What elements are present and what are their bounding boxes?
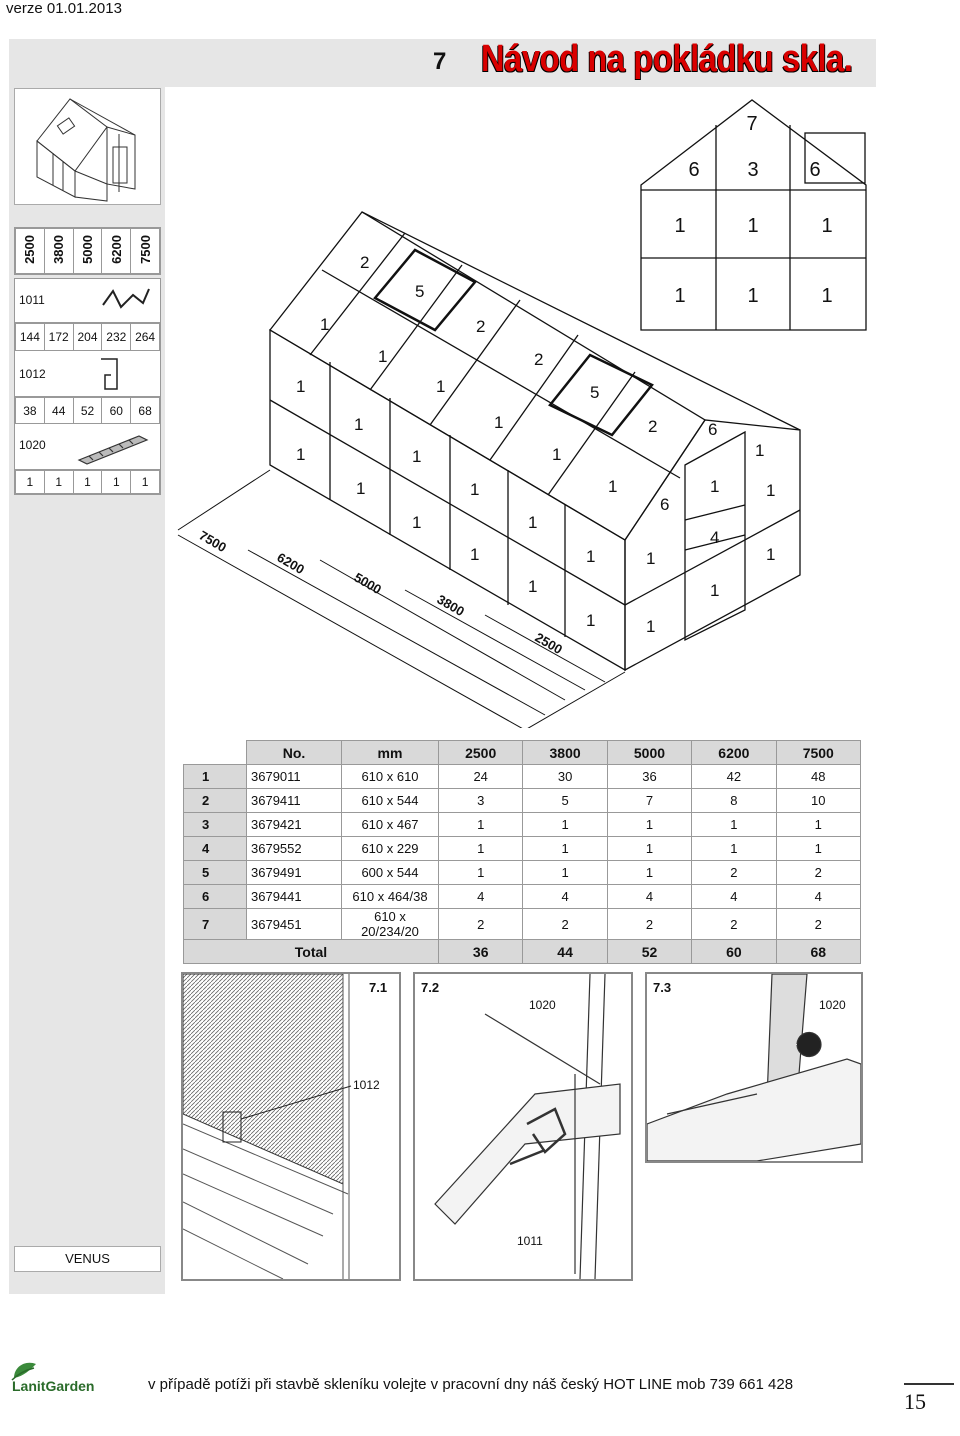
- panel-label: 1: [378, 347, 388, 366]
- glass-parts-table: [183, 740, 861, 964]
- page-number: 15: [904, 1389, 926, 1414]
- panel-size: 610 x 544: [342, 789, 439, 813]
- quantity: 4: [692, 885, 776, 909]
- quantity: 2: [607, 909, 691, 940]
- column-header: 2500: [439, 741, 523, 765]
- article-code: 3679421: [247, 813, 342, 837]
- gable-label: 1: [674, 285, 686, 307]
- total-value: 36: [439, 940, 523, 964]
- panel-label: 1: [412, 513, 422, 532]
- quantity: 48: [776, 765, 860, 789]
- panel-label: 1: [552, 445, 562, 464]
- part-callout: 1011: [517, 1234, 543, 1248]
- greenhouse-thumbnail: [14, 88, 161, 205]
- panel-label: 1: [766, 481, 776, 500]
- part-callout: 1020: [819, 998, 846, 1012]
- column-header: 6200: [692, 741, 776, 765]
- panel-label: 1: [586, 547, 596, 566]
- column-header: 7500: [776, 741, 860, 765]
- part-code: 1020: [19, 438, 46, 452]
- quantity: 1: [607, 837, 691, 861]
- part-1012-counts: [14, 396, 161, 425]
- quantity: 24: [439, 765, 523, 789]
- part-code: 1012: [19, 367, 46, 381]
- detail-7-1-drawing: [183, 974, 399, 1279]
- panel-label: 1: [354, 415, 364, 434]
- detail-7-2: [413, 972, 633, 1281]
- panel-label: 4: [710, 528, 720, 547]
- table-corner: [184, 741, 247, 765]
- article-code: 3679441: [247, 885, 342, 909]
- panel-label: 1: [470, 480, 480, 499]
- quantity: 42: [692, 765, 776, 789]
- gable-label: 7: [746, 113, 758, 135]
- panel-label: 1: [494, 413, 504, 432]
- panel-size: 610 x 464/38: [342, 885, 439, 909]
- count-cell: 172: [44, 324, 73, 351]
- gable-label: 1: [821, 285, 833, 307]
- total-value: 52: [607, 940, 691, 964]
- dimension-label: 5000: [351, 569, 385, 598]
- row-number: 4: [184, 837, 247, 861]
- panel-size: 610 x 467: [342, 813, 439, 837]
- quantity: 4: [523, 885, 607, 909]
- length-label: 6200: [108, 235, 124, 264]
- count-cell: 52: [73, 398, 102, 424]
- length-label: 3800: [51, 235, 67, 264]
- length-label: 2500: [22, 235, 38, 264]
- count-cell: 232: [102, 324, 131, 351]
- count-cell: 44: [44, 398, 73, 424]
- lengths-header: [14, 227, 161, 275]
- panel-label: 6: [708, 420, 718, 439]
- clip-1011-icon: [99, 283, 155, 319]
- panel-label: 1: [586, 611, 596, 630]
- part-code: 1011: [19, 293, 45, 307]
- quantity: 1: [439, 813, 523, 837]
- count-cell: 1: [73, 471, 102, 494]
- panel-label: 1: [356, 479, 366, 498]
- panel-label: 1: [646, 549, 656, 568]
- quantity: 10: [776, 789, 860, 813]
- gable-label: 1: [747, 215, 759, 237]
- quantity: 1: [439, 861, 523, 885]
- quantity: 4: [607, 885, 691, 909]
- quantity: 5: [523, 789, 607, 813]
- count-cell: 60: [102, 398, 131, 424]
- quantity: 4: [776, 885, 860, 909]
- detail-label: 7.2: [421, 980, 440, 995]
- logo-text: LanitGarden: [12, 1378, 95, 1394]
- quantity: 1: [776, 837, 860, 861]
- quantity: 1: [607, 861, 691, 885]
- quantity: 2: [692, 861, 776, 885]
- part-1020-box: [14, 423, 161, 471]
- panel-label: 1: [608, 477, 618, 496]
- total-value: 68: [776, 940, 860, 964]
- table-row: [184, 765, 861, 789]
- quantity: 2: [439, 909, 523, 940]
- panel-label: 6: [660, 495, 670, 514]
- table-header-row: [184, 741, 861, 765]
- gable-label: 6: [809, 159, 821, 181]
- part-1011-counts: [14, 322, 161, 352]
- row-number: 3: [184, 813, 247, 837]
- quantity: 7: [607, 789, 691, 813]
- total-label: Total: [184, 940, 439, 964]
- page-title: Návod na pokládku skla.: [481, 38, 853, 80]
- count-cell: 68: [131, 398, 160, 424]
- detail-7-3: [645, 972, 863, 1163]
- panel-label: 2: [534, 350, 544, 369]
- panel-label: 1: [528, 513, 538, 532]
- count-cell: 1: [131, 471, 160, 494]
- count-cell: 204: [73, 324, 102, 351]
- panel-label: 1: [470, 545, 480, 564]
- quantity: 1: [607, 813, 691, 837]
- part-callout: 1012: [353, 1078, 380, 1092]
- panel-size: 610 x 20/234/20: [342, 909, 439, 940]
- panel-label: 1: [646, 617, 656, 636]
- quantity: 1: [439, 837, 523, 861]
- hotline-note: v případě potíži při stavbě skleníku volejte v pracovní dny náš český HOT LINE mob 739 661 428: [148, 1376, 794, 1393]
- quantity: 1: [692, 837, 776, 861]
- panel-size: 610 x 229: [342, 837, 439, 861]
- part-1012-box: [14, 350, 161, 398]
- panel-label: 2: [648, 417, 658, 436]
- seal-strip-1020-icon: [75, 430, 155, 466]
- panel-label: 1: [710, 477, 720, 496]
- count-cell: 144: [16, 324, 45, 351]
- page-number-rule: [904, 1383, 954, 1385]
- table-row: [184, 813, 861, 837]
- column-header: No.: [247, 741, 342, 765]
- clip-1012-icon: [95, 355, 125, 393]
- count-cell: 1: [102, 471, 131, 494]
- quantity: 2: [523, 909, 607, 940]
- dimension-label: 2500: [532, 629, 566, 658]
- panel-label: 1: [320, 315, 330, 334]
- gable-label: 1: [674, 215, 686, 237]
- gable-label: 6: [688, 159, 700, 181]
- detail-label: 7.1: [369, 980, 388, 995]
- quantity: 2: [776, 861, 860, 885]
- column-header: mm: [342, 741, 439, 765]
- quantity: 1: [523, 837, 607, 861]
- quantity: 1: [776, 813, 860, 837]
- article-code: 3679451: [247, 909, 342, 940]
- length-label: 5000: [79, 235, 95, 264]
- panel-label: 2: [476, 317, 486, 336]
- gable-elevation: [635, 95, 871, 333]
- panel-label: 1: [296, 377, 306, 396]
- quantity: 1: [523, 861, 607, 885]
- article-code: 3679411: [247, 789, 342, 813]
- article-code: 3679552: [247, 837, 342, 861]
- quantity: 30: [523, 765, 607, 789]
- panel-label: 1: [755, 441, 765, 460]
- count-cell: 1: [44, 471, 73, 494]
- row-number: 1: [184, 765, 247, 789]
- quantity: 4: [439, 885, 523, 909]
- quantity: 1: [523, 813, 607, 837]
- column-header: 5000: [607, 741, 691, 765]
- quantity: 2: [692, 909, 776, 940]
- row-number: 5: [184, 861, 247, 885]
- part-1011-box: [14, 278, 161, 324]
- count-cell: 38: [16, 398, 45, 424]
- detail-7-1: [181, 972, 401, 1281]
- table-row: [184, 837, 861, 861]
- row-number: 6: [184, 885, 247, 909]
- panel-label: 1: [766, 545, 776, 564]
- gable-label: 1: [821, 215, 833, 237]
- dimension-label: 7500: [196, 527, 230, 556]
- detail-label: 7.3: [653, 980, 672, 995]
- article-code: 3679491: [247, 861, 342, 885]
- row-number: 2: [184, 789, 247, 813]
- panel-size: 610 x 610: [342, 765, 439, 789]
- quantity: 1: [692, 813, 776, 837]
- table-row: [184, 789, 861, 813]
- row-number: 7: [184, 909, 247, 940]
- version-label: verze 01.01.2013: [6, 0, 122, 17]
- table-row: [184, 909, 861, 940]
- length-label: 7500: [137, 235, 153, 264]
- model-name: VENUS: [14, 1246, 161, 1272]
- panel-label: 1: [436, 377, 446, 396]
- panel-label: 2: [360, 253, 370, 272]
- panel-label: 1: [296, 445, 306, 464]
- part-1020-counts: [14, 469, 161, 495]
- quantity: 36: [607, 765, 691, 789]
- total-row: [184, 940, 861, 964]
- panel-label: 1: [412, 447, 422, 466]
- panel-label: 5: [415, 282, 425, 301]
- dimension-label: 3800: [434, 591, 468, 620]
- gable-label: 1: [747, 285, 759, 307]
- total-value: 60: [692, 940, 776, 964]
- quantity: 2: [776, 909, 860, 940]
- count-cell: 264: [131, 324, 160, 351]
- dimension-label: 6200: [274, 549, 308, 578]
- table-row: [184, 885, 861, 909]
- panel-label: 1: [710, 581, 720, 600]
- part-callout: 1020: [529, 998, 556, 1012]
- total-value: 44: [523, 940, 607, 964]
- panel-label: 5: [590, 383, 600, 402]
- quantity: 8: [692, 789, 776, 813]
- gable-label: 3: [747, 159, 759, 181]
- panel-size: 600 x 544: [342, 861, 439, 885]
- step-number: 7: [433, 48, 447, 75]
- table-row: [184, 861, 861, 885]
- panel-label: 1: [528, 577, 538, 596]
- quantity: 3: [439, 789, 523, 813]
- column-header: 3800: [523, 741, 607, 765]
- article-code: 3679011: [247, 765, 342, 789]
- count-cell: 1: [16, 471, 45, 494]
